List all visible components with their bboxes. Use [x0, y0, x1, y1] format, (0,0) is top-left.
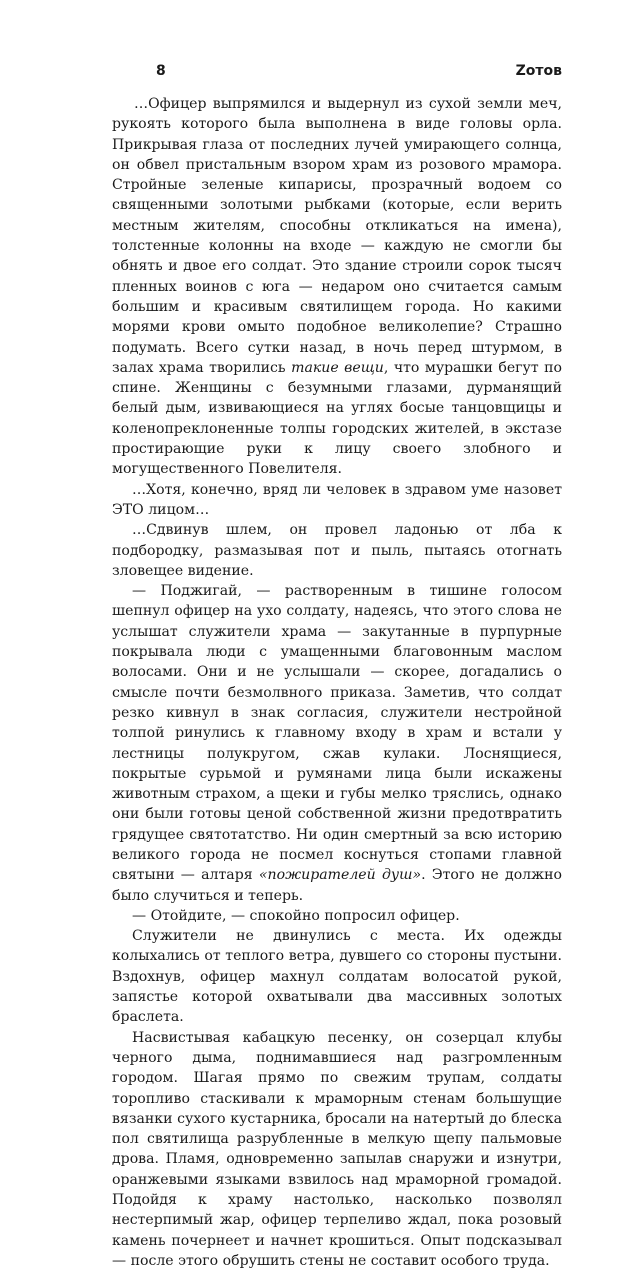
paragraph-1 [112, 94, 562, 480]
paragraph-2 [112, 480, 562, 521]
book-page [112, 60, 562, 1271]
paragraph-6 [112, 926, 562, 1027]
text-run: …Сдвинув шлем, он провел ладонью от лба к подбородку, размазывая пот и пыль, пытаясь отогнать зловещее видение. [112, 522, 562, 579]
body-text [112, 94, 562, 1271]
paragraph-3 [112, 520, 562, 581]
text-run: — Поджигай, — растворенным в тишине голосом шепнул офицер на ухо солдату, надеясь, что этого слова не услышат служители храма — закутанные в пурпурные покрывала люди с умащенными благовонным маслом волосами. Они и не услышали — скорее, догадались о смысле почти безмолвного приказа. Заметив, что солдат резко кивнул в знак согласия, служители нестройной толпой ринулись к главному входу в храм и встали у лестницы полукругом, сжав кулаки. Лоснящиеся, покрытые сурьмой и румянами лица были искажены животным страхом, а щеки и губы мелко тряслись, однако они были готовы ценой собственной жизни предотвратить грядущее святотатство. Ни один смертный за всю историю великого города не посмел коснуться стопами главной святыни — алтаря [112, 583, 562, 884]
text-run: …Хотя, конечно, вряд ли человек в здравом уме назовет ЭТО лицом… [112, 481, 562, 518]
text-run: — Отойдите, — спокойно попросил офицер. [132, 907, 460, 924]
paragraph-5 [112, 906, 562, 926]
paragraph-7 [112, 1028, 562, 1271]
text-run: . Этого не должно было случиться и теперь. [112, 867, 562, 904]
running-header [112, 60, 562, 82]
text-run: Служители не двинулись с места. Их одежды колыхались от теплого ветра, дувшего со стороны пустыни. Вздохнув, офицер махнул солдатам волосатой рукой, запястье которой охватывали два массивных золотых браслета. [112, 928, 562, 1026]
emphasis-text: «пожирателей душ» [258, 867, 422, 884]
paragraph-4 [112, 581, 562, 906]
running-title: Zотов [515, 63, 562, 79]
page-number: 8 [156, 63, 166, 79]
text-run: , что мурашки бегут по спине. Женщины с безумными глазами, дурманящий белый дым, извивающиеся на углях босые танцовщицы и коленопреклоненные толпы городских жителей, в экстазе простирающие руки к лицу своего злобного и могущественного Повелителя. [112, 359, 562, 478]
emphasis-text: такие вещи [291, 359, 384, 376]
text-run: Насвистывая кабацкую песенку, он созерцал клубы черного дыма, поднимавшиеся над разгромленным городом. Шагая прямо по свежим трупам, солдаты торопливо стаскивали к мраморным стенам большущие вязанки сухого кустарника, бросали на натертый до блеска пол святилища разрубленные в мелкую щепу пальмовые дрова. Пламя, одновременно запылав снаружи и изнутри, оранжевыми языками взвилось над мраморной громадой. Подойдя к храму настолько, насколько позволял нестерпимый жар, офицер терпеливо ждал, пока розовый камень почернеет и начнет крошиться. Опыт подсказывал — после этого обрушить стены не составит особого труда. [112, 1029, 562, 1269]
text-run: …Офицер выпрямился и выдернул из сухой земли меч, рукоять которого была выполнена в виде головы орла. Прикрывая глаза от последних лучей умирающего солнца, он обвел пристальным взором храм из розового мрамора. Стройные зеленые кипарисы, прозрачный водоем со священными золотыми рыбками (которые, если верить местным жителям, способны откликаться на имена), толстенные колонны на входе — каждую не смогли бы обнять и двое его солдат. Это здание строили сорок тысяч пленных воинов с юга — недаром оно считается самым большим и красивым святилищем города. Но какими морями крови омыто подобное великолепие? Страшно подумать. Всего сутки назад, в ночь перед штурмом, в залах храма творились [112, 96, 562, 376]
